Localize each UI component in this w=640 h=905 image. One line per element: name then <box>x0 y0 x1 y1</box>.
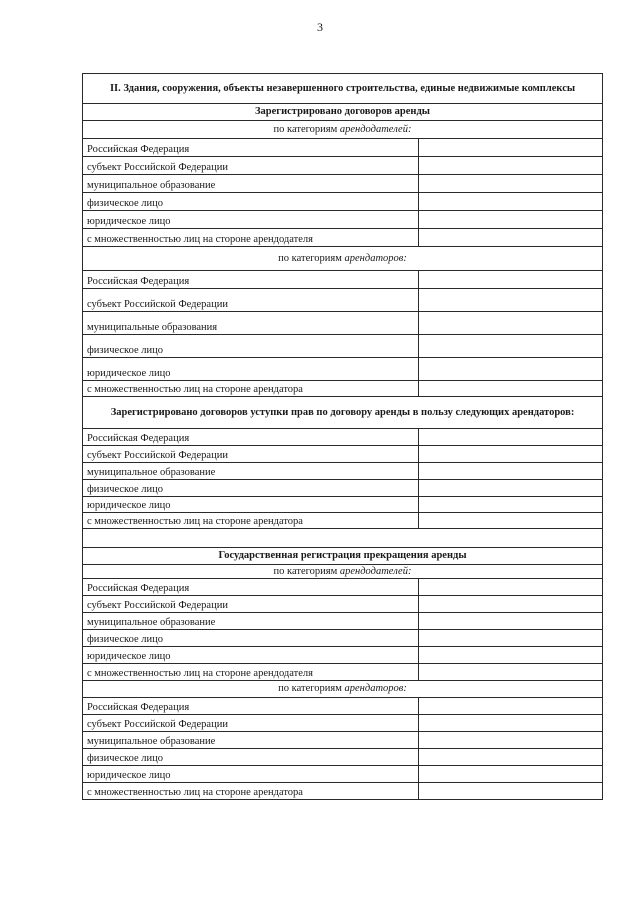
row-label: юридическое лицо <box>83 647 419 664</box>
row-label: с множественностью лиц на стороне арендатора <box>83 381 419 397</box>
category-label <box>83 565 603 579</box>
value-cell[interactable] <box>419 749 603 766</box>
row-label: физическое лицо <box>83 749 419 766</box>
row-label: субъект Российской Федерации <box>83 715 419 732</box>
block-heading-row <box>83 397 603 429</box>
category-prefix: по категориям <box>273 565 338 577</box>
value-cell[interactable] <box>419 271 603 289</box>
value-cell[interactable] <box>419 613 603 630</box>
page-number: 3 <box>317 20 323 34</box>
table-row <box>83 766 603 783</box>
category-label <box>83 681 603 698</box>
table-row <box>83 480 603 497</box>
table-row <box>83 497 603 513</box>
value-cell[interactable] <box>419 289 603 312</box>
table-row <box>83 229 603 247</box>
section-title: II. Здания, сооружения, объекты незавершенного строительства, единые недвижимые комплексы <box>83 74 603 104</box>
row-label: Российская Федерация <box>83 698 419 715</box>
value-cell[interactable] <box>419 497 603 513</box>
row-label: Российская Федерация <box>83 429 419 446</box>
row-label: с множественностью лиц на стороне арендодателя <box>83 229 419 247</box>
row-label: с множественностью лиц на стороне арендатора <box>83 783 419 800</box>
row-label: Российская Федерация <box>83 271 419 289</box>
category-label-row <box>83 565 603 579</box>
block-heading-row <box>83 104 603 121</box>
spacer-cell <box>83 529 603 548</box>
table-row <box>83 358 603 381</box>
table-row <box>83 579 603 596</box>
value-cell[interactable] <box>419 630 603 647</box>
row-label: юридическое лицо <box>83 358 419 381</box>
section-title-row <box>83 74 603 104</box>
row-label: физическое лицо <box>83 335 419 358</box>
table-row <box>83 446 603 463</box>
row-label: физическое лицо <box>83 630 419 647</box>
category-prefix: по категориям <box>278 252 342 264</box>
block-heading: Государственная регистрация прекращения аренды <box>83 548 603 565</box>
table-row <box>83 749 603 766</box>
category-name: арендодателей: <box>339 123 412 135</box>
value-cell[interactable] <box>419 480 603 497</box>
value-cell[interactable] <box>419 698 603 715</box>
row-label: юридическое лицо <box>83 766 419 783</box>
table-row <box>83 664 603 681</box>
value-cell[interactable] <box>419 463 603 480</box>
table-row <box>83 312 603 335</box>
table-row <box>83 335 603 358</box>
table-row <box>83 211 603 229</box>
table-row <box>83 463 603 480</box>
value-cell[interactable] <box>419 312 603 335</box>
row-label: юридическое лицо <box>83 211 419 229</box>
value-cell[interactable] <box>419 175 603 193</box>
value-cell[interactable] <box>419 381 603 397</box>
value-cell[interactable] <box>419 783 603 800</box>
row-label: муниципальное образование <box>83 613 419 630</box>
row-label: Российская Федерация <box>83 139 419 157</box>
table-row <box>83 139 603 157</box>
table-row <box>83 732 603 749</box>
category-name: арендаторов: <box>344 252 407 264</box>
row-label: Российская Федерация <box>83 579 419 596</box>
value-cell[interactable] <box>419 766 603 783</box>
value-cell[interactable] <box>419 596 603 613</box>
value-cell[interactable] <box>419 229 603 247</box>
category-label <box>83 121 603 139</box>
value-cell[interactable] <box>419 193 603 211</box>
block-heading: Зарегистрировано договоров аренды <box>83 104 603 121</box>
table-row <box>83 630 603 647</box>
value-cell[interactable] <box>419 139 603 157</box>
table-row <box>83 193 603 211</box>
table-row <box>83 271 603 289</box>
table-row <box>83 381 603 397</box>
table-row <box>83 289 603 312</box>
table-row <box>83 613 603 630</box>
registration-form-table <box>82 73 603 800</box>
category-label-row <box>83 247 603 271</box>
table-row <box>83 596 603 613</box>
category-name: арендодателей: <box>339 565 412 577</box>
row-label: муниципальное образование <box>83 463 419 480</box>
table-row <box>83 647 603 664</box>
value-cell[interactable] <box>419 579 603 596</box>
category-label-row <box>83 681 603 698</box>
category-prefix: по категориям <box>278 683 342 694</box>
row-label: с множественностью лиц на стороне арендодателя <box>83 664 419 681</box>
row-label: муниципальное образование <box>83 175 419 193</box>
table-row <box>83 429 603 446</box>
value-cell[interactable] <box>419 211 603 229</box>
value-cell[interactable] <box>419 429 603 446</box>
value-cell[interactable] <box>419 358 603 381</box>
row-label: субъект Российской Федерации <box>83 289 419 312</box>
row-label: субъект Российской Федерации <box>83 157 419 175</box>
row-label: субъект Российской Федерации <box>83 446 419 463</box>
row-label: физическое лицо <box>83 193 419 211</box>
category-label <box>83 247 603 271</box>
block-heading-row <box>83 548 603 565</box>
table-row <box>83 715 603 732</box>
value-cell[interactable] <box>419 446 603 463</box>
block-heading: Зарегистрировано договоров уступки прав по договору аренды в пользу следующих арендаторов: <box>83 397 603 429</box>
table-row <box>83 157 603 175</box>
category-label-row <box>83 121 603 139</box>
value-cell[interactable] <box>419 157 603 175</box>
table-row <box>83 698 603 715</box>
table-row <box>83 783 603 800</box>
value-cell[interactable] <box>419 513 603 529</box>
row-label: муниципальное образование <box>83 732 419 749</box>
value-cell[interactable] <box>419 335 603 358</box>
value-cell[interactable] <box>419 732 603 749</box>
value-cell[interactable] <box>419 715 603 732</box>
row-label: субъект Российской Федерации <box>83 596 419 613</box>
spacer-row <box>83 529 603 548</box>
category-name: арендаторов: <box>344 683 407 694</box>
category-prefix: по категориям <box>273 123 338 135</box>
value-cell[interactable] <box>419 664 603 681</box>
table-row <box>83 175 603 193</box>
row-label: юридическое лицо <box>83 497 419 513</box>
value-cell[interactable] <box>419 647 603 664</box>
row-label: муниципальные образования <box>83 312 419 335</box>
row-label: с множественностью лиц на стороне арендатора <box>83 513 419 529</box>
table-row <box>83 513 603 529</box>
row-label: физическое лицо <box>83 480 419 497</box>
